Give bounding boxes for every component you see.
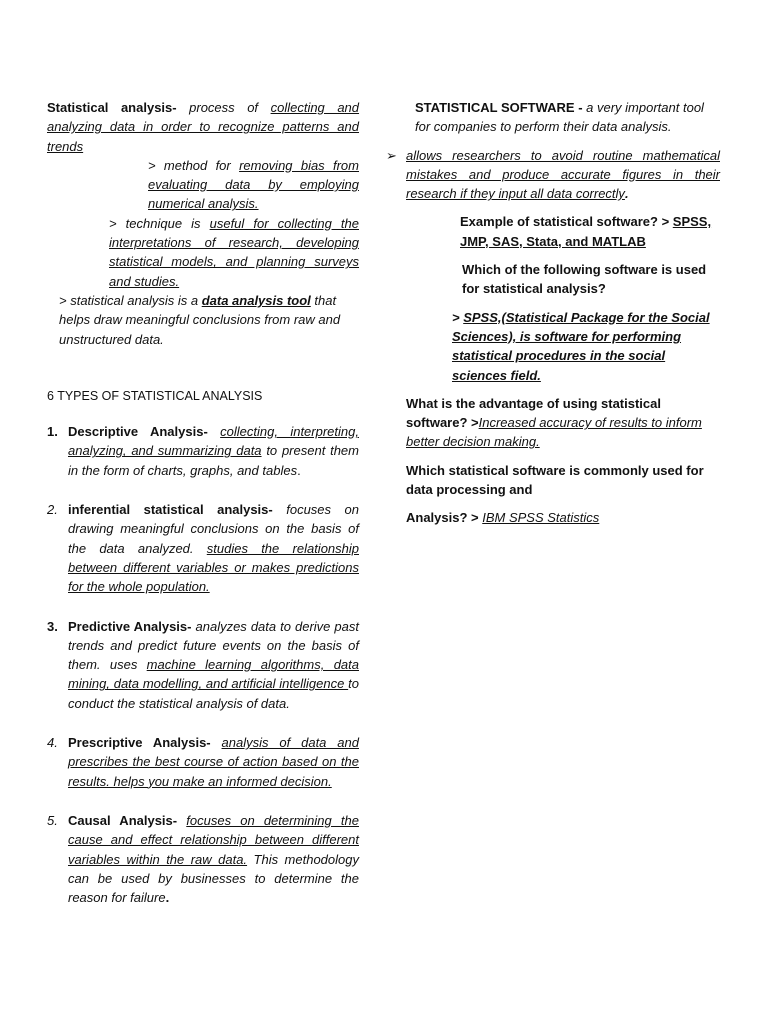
software-bullet: ➢ allows researchers to avoid routine mathematical mistakes and produce accurate figures in their research if they input all data correctly. [386,147,720,202]
right-column [386,98,720,537]
list-item: 4. Prescriptive Analysis- analysis of data and prescribes the best course of action based on the results. helps you make an informed decision. [47,735,359,789]
definition-term: Statistical analysis- [47,100,177,115]
method-paragraph: > method for removing bias from evaluating data by employing numerical analysis. [148,157,359,212]
list-item: 2. inferential statistical analysis- focuses on drawing meaningful conclusions on the basis of the data analyzed. studies the relationship between different variables or makes predictions for the whole population. [47,502,359,595]
spss-answer: > SPSS,(Statistical Package for the Social Sciences), is software for performing statistical procedures in the social sciences field. [452,309,710,383]
software-heading: STATISTICAL SOFTWARE - [415,100,583,115]
data-analysis-tool-term: data analysis tool [201,292,311,308]
list-item: 3. Predictive Analysis- analyzes data to derive past trends and predict future events on the basis of them. uses machine learning algorithms, data mining, data modelling, and artificial intelligence to conduct the statistical analysis of data. [47,618,359,711]
example-question: Example of statistical software? > SPSS, JMP, SAS, Stata, and MATLAB [460,214,712,249]
left-column [47,98,359,927]
tool-paragraph: > statistical analysis is a data analysis tool that helps draw meaningful conclusions from raw and unstructured data. [59,292,341,347]
advantage-question: What is the advantage of using statistical software? >Increased accuracy of results to inform better decision making. [406,395,702,450]
list-item: 5. Causal Analysis- focuses on determining the cause and effect relationship between different variables within the raw data. This methodology can be used by businesses to determine the reason for failure. [47,812,359,906]
definition-paragraph: Statistical analysis- process of collecting and analyzing data in order to recognize patterns and trends [47,100,360,154]
list-item: 1. Descriptive Analysis- collecting, interpreting, analyzing, and summarizing data to present them in the form of charts, graphs, and tables. [47,424,359,478]
technique-paragraph: > technique is useful for collecting the interpretations of research, developing statistical models, and planning surveys and studies. [109,215,359,289]
types-list [47,422,359,907]
types-heading: 6 TYPES OF STATISTICAL ANALYSIS [47,388,263,403]
arrow-bullet-icon: ➢ [386,147,397,163]
software-intro: STATISTICAL SOFTWARE - a very important tool for companies to perform their data analysis. [415,100,704,135]
which-question: Which of the following software is used for statistical analysis? [462,262,707,297]
analysis-answer: Analysis? > IBM SPSS Statistics [406,510,600,526]
common-question: Which statistical software is commonly used for data processing and [406,462,704,498]
